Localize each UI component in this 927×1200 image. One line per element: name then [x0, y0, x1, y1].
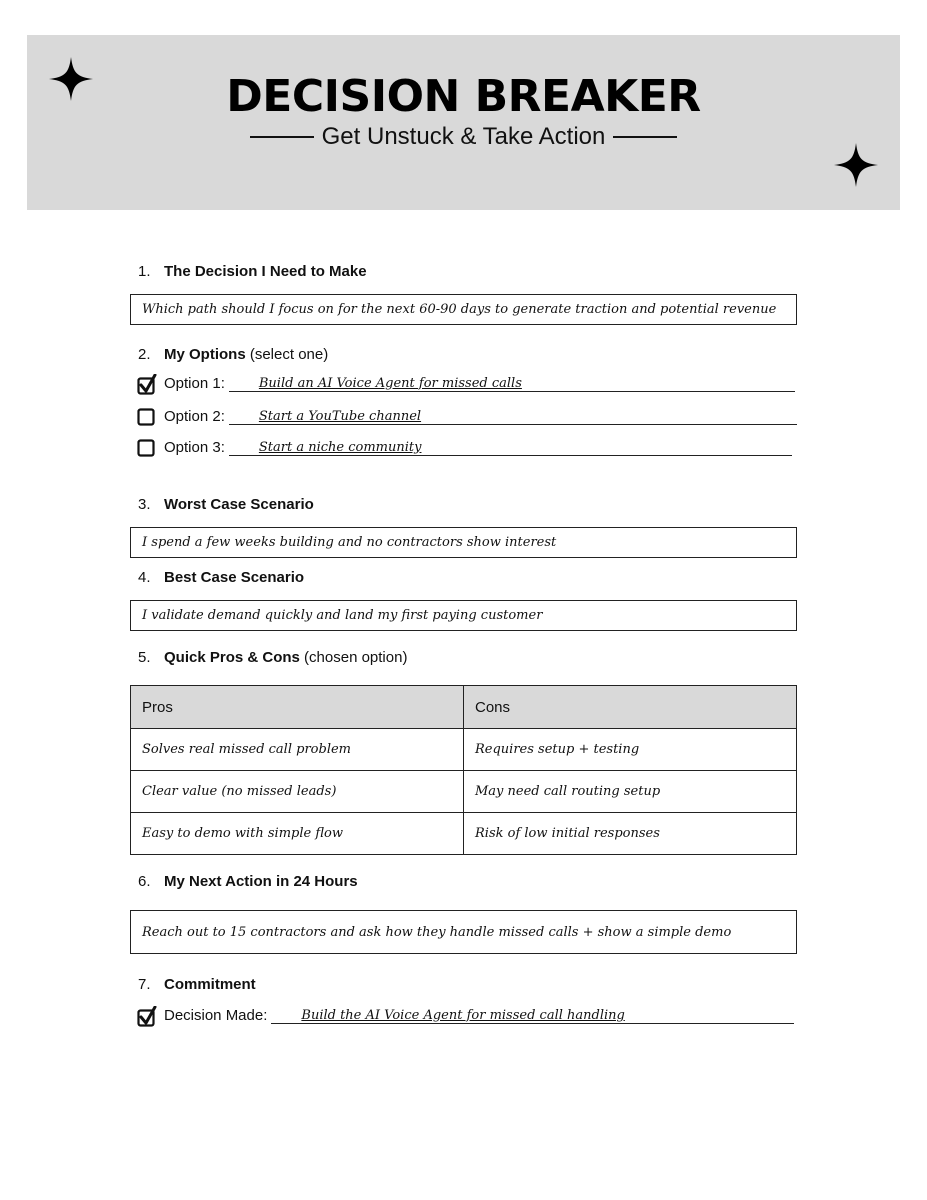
table-row	[131, 729, 797, 771]
option-1-field[interactable]	[229, 374, 795, 392]
checkbox-checked[interactable]	[137, 1006, 155, 1024]
page-subtitle: Get Unstuck & Take Action	[321, 123, 606, 150]
page-title: DECISION BREAKER	[226, 71, 701, 122]
commitment-row	[137, 1006, 794, 1024]
commitment-value: Build the AI Voice Agent for missed call handling	[301, 1008, 625, 1023]
section-title: Quick Pros & Cons	[164, 649, 300, 666]
pros-cons-table	[130, 685, 797, 855]
section-number: 5.	[138, 649, 151, 666]
section-title: Commitment	[164, 976, 256, 993]
option-label: Option 2:	[164, 407, 225, 425]
option-row-3	[137, 438, 792, 456]
commitment-field[interactable]	[271, 1006, 794, 1024]
option-row-1	[137, 374, 795, 392]
decision-answer: Which path should I focus on for the next 60-90 days to generate traction and potential revenue	[142, 302, 777, 317]
section-number: 6.	[138, 873, 151, 890]
section-decision-heading	[138, 263, 367, 280]
option-label: Option 1:	[164, 374, 225, 392]
pros-cell[interactable]: Solves real missed call problem	[131, 729, 464, 771]
section-next-heading	[138, 873, 358, 890]
section-number: 7.	[138, 976, 151, 993]
best-case-field[interactable]	[130, 600, 797, 631]
subtitle-divider	[613, 136, 677, 138]
cons-cell[interactable]: Risk of low initial responses	[464, 813, 797, 855]
cons-header: Cons	[464, 686, 797, 729]
section-proscons-heading	[138, 649, 407, 666]
checkbox-checked[interactable]	[137, 374, 155, 392]
worst-case-answer: I spend a few weeks building and no contractors show interest	[142, 535, 557, 550]
section-title: Best Case Scenario	[164, 569, 305, 586]
next-action-field[interactable]	[130, 910, 797, 954]
option-row-2	[137, 407, 797, 425]
option-value: Build an AI Voice Agent for missed calls	[258, 376, 522, 391]
section-options-heading	[138, 346, 328, 363]
section-hint: (chosen option)	[304, 649, 408, 666]
table-header-row	[131, 686, 797, 729]
section-best-heading	[138, 569, 304, 586]
section-title: The Decision I Need to Make	[164, 263, 367, 280]
best-case-answer: I validate demand quickly and land my first paying customer	[142, 608, 543, 623]
section-worst-heading	[138, 496, 314, 513]
pros-cell[interactable]: Clear value (no missed leads)	[131, 771, 464, 813]
next-action-answer: Reach out to 15 contractors and ask how they handle missed calls + show a simple demo	[142, 924, 732, 940]
worst-case-field[interactable]	[130, 527, 797, 558]
header-banner	[27, 35, 900, 210]
section-number: 1.	[138, 263, 151, 280]
section-title: My Options	[164, 346, 246, 363]
option-label: Option 3:	[164, 438, 225, 456]
decision-field[interactable]	[130, 294, 797, 325]
section-commitment-heading	[138, 976, 256, 993]
cons-cell[interactable]: Requires setup + testing	[464, 729, 797, 771]
subtitle-row	[27, 123, 900, 151]
pros-header: Pros	[131, 686, 464, 729]
section-hint: (select one)	[249, 346, 329, 363]
section-title: Worst Case Scenario	[164, 496, 314, 513]
cons-cell[interactable]: May need call routing setup	[464, 771, 797, 813]
section-number: 2.	[138, 346, 151, 363]
checkbox-unchecked[interactable]	[137, 407, 155, 425]
pros-cell[interactable]: Easy to demo with simple flow	[131, 813, 464, 855]
option-value: Start a YouTube channel	[258, 409, 422, 424]
table-row	[131, 771, 797, 813]
checkbox-unchecked[interactable]	[137, 438, 155, 456]
table-row	[131, 813, 797, 855]
commitment-label: Decision Made:	[164, 1006, 268, 1024]
section-number: 4.	[138, 569, 151, 586]
subtitle-divider	[250, 136, 314, 138]
section-number: 3.	[138, 496, 151, 513]
option-value: Start a niche community	[258, 440, 422, 455]
section-title: My Next Action in 24 Hours	[164, 873, 358, 890]
option-3-field[interactable]	[229, 438, 792, 456]
option-2-field[interactable]	[229, 407, 797, 425]
